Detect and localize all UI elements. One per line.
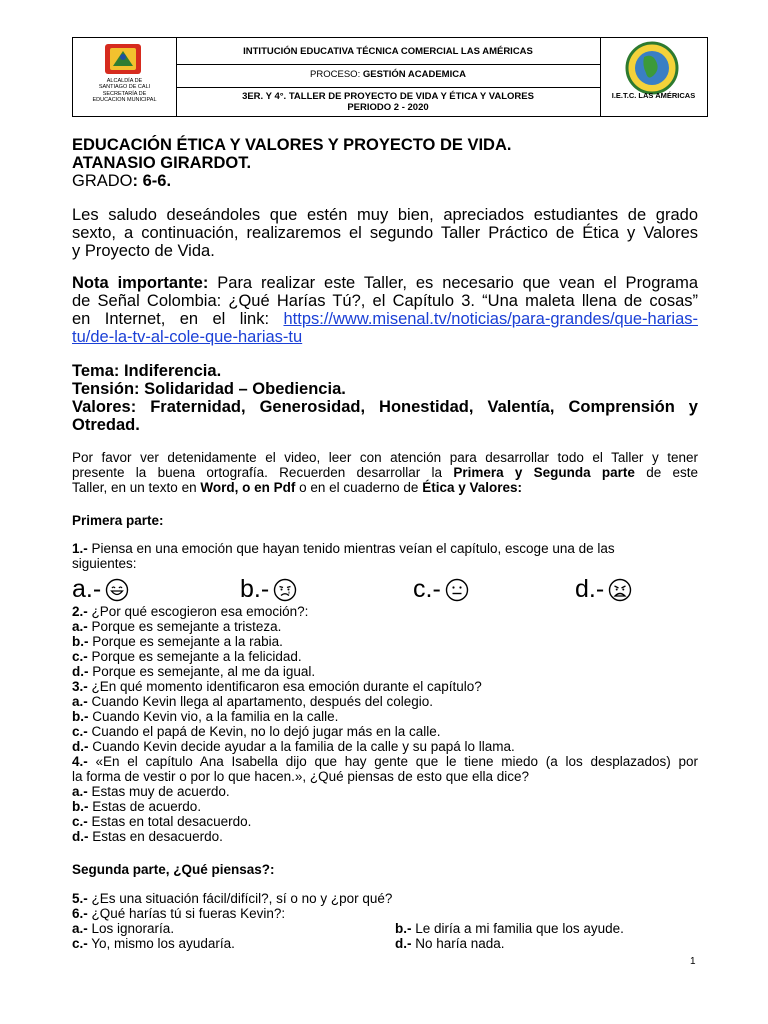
video-link-continued[interactable]: tu/de-la-tv-al-cole-que-harias-tu — [72, 328, 303, 346]
emotion-option-b[interactable]: b.- — [240, 575, 297, 604]
process-line: PROCESO: GESTIÓN ACADEMICA — [310, 69, 466, 80]
answer-option: a.- Estas muy de acuerdo. — [72, 784, 230, 799]
values-line: Valores: Fraternidad, Generosidad, Honestidad, Valentía, Comprensión y — [72, 398, 698, 416]
logo-caption: SANTIAGO DE CALI — [98, 84, 151, 90]
grinning-face-icon — [105, 578, 129, 602]
workshop-period: PERIODO 2 - 2020 — [347, 102, 429, 113]
answer-option: a.- Porque es semejante a tristeza. — [72, 619, 282, 634]
logo-caption: SECRETARÍA DE — [102, 91, 147, 97]
teacher-name: ATANASIO GIRARDOT. — [72, 154, 252, 172]
question-1: 1.- Piensa en una emoción que hayan tenido mientras veían el capítulo, escoge una de las — [72, 541, 615, 556]
page-number: 1 — [690, 956, 696, 967]
grade-value: : 6-6. — [132, 172, 172, 190]
workshop-title: 3ER. Y 4°. TALLER DE PROYECTO DE VIDA Y ÉTICA Y VALORES — [242, 91, 534, 102]
note-line: Nota importante: Para realizar este Taller, es necesario que vean el Programa — [72, 274, 699, 292]
coat-of-arms-icon — [103, 43, 143, 76]
answer-option: c.- Yo, mismo los ayudaría. — [72, 936, 235, 951]
topic-line: Tema: Indiferencia. — [72, 362, 222, 380]
answer-option: b.- Porque es semejante a la rabia. — [72, 634, 283, 649]
emotion-option-a[interactable]: a.- — [72, 575, 129, 604]
question-6: 6.- ¿Qué harías tú si fueras Kevin?: — [72, 906, 286, 921]
answer-option: b.- Le diría a mi familia que los ayude. — [395, 921, 624, 936]
instructions-line: presente la buena ortografía. Recuerden desarrollar la Primera y Segunda parte de este — [72, 465, 698, 480]
logo-caption: ALCALDÍA DE — [106, 78, 143, 84]
grade-line — [72, 172, 698, 190]
grade-label: GRADO — [72, 172, 133, 190]
greeting-line: sexto, a continuación, realizaremos el segundo Taller Práctico de Ética y Valores — [72, 224, 698, 242]
note-label: Nota importante: — [72, 274, 209, 292]
header-row-divider — [176, 64, 600, 65]
angry-face-icon — [608, 578, 632, 602]
answer-option: c.- Estas en total desacuerdo. — [72, 814, 252, 829]
question-4-continued: la forma de vestir o por lo que hacen.», ¿Qué piensas de esto que ella dice? — [72, 769, 530, 784]
process-label: PROCESO — [310, 69, 358, 80]
question-1-continued: siguientes: — [72, 556, 137, 571]
municipal-logo — [73, 38, 176, 116]
emotion-option-d[interactable]: d.- — [575, 575, 632, 604]
part1-heading: Primera parte: — [72, 513, 164, 528]
answer-option: b.- Cuando Kevin vio, a la familia en la calle. — [72, 709, 339, 724]
question-3: 3.- ¿En qué momento identificaron esa emoción durante el capítulo? — [72, 679, 482, 694]
video-link[interactable]: https://www.misenal.tv/noticias/para-grandes/que-harias- — [283, 310, 698, 328]
answer-option: a.- Los ignoraría. — [72, 921, 175, 936]
header-row-divider — [176, 87, 600, 88]
emotion-option-c[interactable]: c.- — [413, 575, 469, 604]
neutral-face-icon — [445, 578, 469, 602]
values-line: Otredad. — [72, 416, 140, 434]
school-logo — [600, 38, 707, 116]
tension-line: Tensión: Solidaridad – Obediencia. — [72, 380, 346, 398]
institution-name: INTITUCIÓN EDUCATIVA TÉCNICA COMERCIAL LAS AMÉRICAS — [243, 46, 533, 57]
answer-option: d.- Estas en desacuerdo. — [72, 829, 223, 844]
greeting-line: Les saludo deseándoles que estén muy bien, apreciados estudiantes de grado — [72, 206, 698, 224]
emotion-options — [72, 575, 698, 607]
answer-option: d.- Porque es semejante, al me da igual. — [72, 664, 316, 679]
instructions-line: Por favor ver detenidamente el video, leer con atención para desarrollar todo el Taller y tener — [72, 450, 698, 465]
question-2: 2.- ¿Por qué escogieron esa emoción?: — [72, 604, 309, 619]
school-logo-caption: I.E.T.C. LAS AMÉRICAS — [611, 91, 696, 100]
answer-option: a.- Cuando Kevin llega al apartamento, después del colegio. — [72, 694, 433, 709]
document-header — [72, 37, 708, 117]
answer-option: b.- Estas de acuerdo. — [72, 799, 202, 814]
answer-option: c.- Cuando el papá de Kevin, no lo dejó jugar más en la calle. — [72, 724, 441, 739]
question-5: 5.- ¿Es una situación fácil/difícil?, sí o no y ¿por qué? — [72, 891, 393, 906]
answer-option: d.- No haría nada. — [395, 936, 505, 951]
part2-heading: Segunda parte, ¿Qué piensas?: — [72, 862, 275, 877]
instructions-line: Taller, en un texto en Word, o en Pdf o en el cuaderno de Ética y Valores: — [72, 480, 523, 495]
answer-option: c.- Porque es semejante a la felicidad. — [72, 649, 302, 664]
answer-row — [72, 921, 698, 936]
question-4: 4.- «En el capítulo Ana Isabella dijo que hay gente que le tiene miedo (a los desplazados) por — [72, 754, 698, 769]
globe-icon — [624, 41, 680, 95]
greeting-line: y Proyecto de Vida. — [72, 242, 215, 260]
answer-option: d.- Cuando Kevin decide ayudar a la familia de la calle y su papá lo llama. — [72, 739, 515, 754]
process-value: GESTIÓN ACADEMICA — [362, 69, 466, 80]
logo-caption: EDUCACION MUNICIPAL — [92, 97, 157, 103]
note-line: de Señal Colombia: ¿Qué Harías Tú?, el Capítulo 3. “Una maleta llena de cosas” — [72, 292, 698, 310]
crying-face-icon — [273, 578, 297, 602]
subject-title: EDUCACIÓN ÉTICA Y VALORES Y PROYECTO DE VIDA. — [72, 136, 512, 154]
note-line — [72, 328, 698, 346]
answer-row — [72, 936, 698, 951]
note-line: en Internet, en el link: https://www.misenal.tv/noticias/para-grandes/que-harias- — [72, 310, 698, 328]
